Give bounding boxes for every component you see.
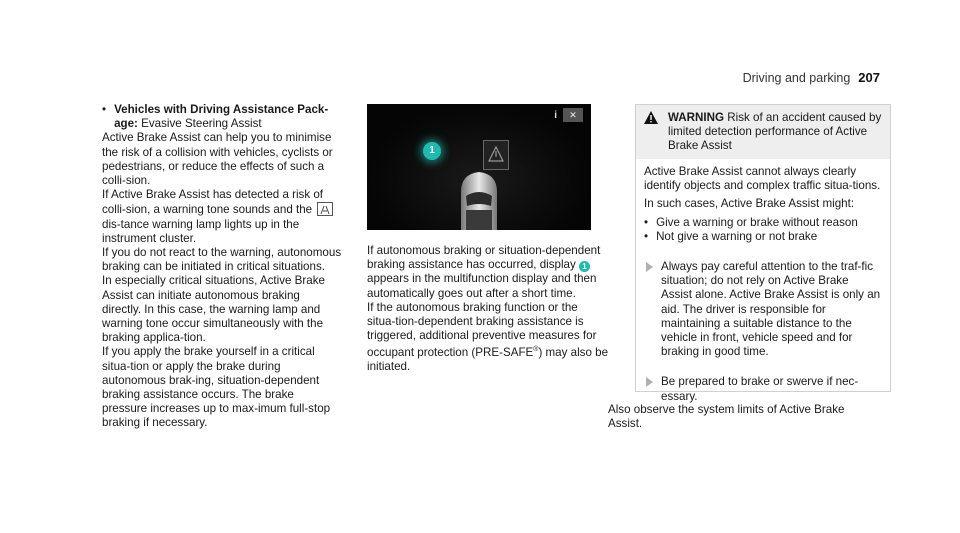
right-column-footer — [608, 403, 878, 431]
bullet-dot: • — [644, 215, 649, 229]
page-number: 207 — [858, 70, 880, 85]
paragraph-text: appears in the multifunction display and then automatically goes out after a short time. — [367, 272, 597, 300]
paragraph — [367, 301, 609, 375]
paragraph-text: dis-tance warning lamp lights up in the instrument cluster. — [102, 217, 300, 245]
bullet-dot: • — [644, 229, 649, 243]
paragraph-text: If autonomous braking or situation-dependent braking assistance has occurred, display — [367, 244, 601, 272]
paragraph: Active Brake Assist cannot always clearly identify objects and complex traffic situa-tions. — [644, 165, 881, 193]
list-item — [644, 230, 882, 244]
car-icon — [447, 162, 511, 230]
paragraph: Also observe the system limits of Active Brake Assist. — [608, 403, 845, 431]
callout-badge: 1 — [579, 261, 590, 272]
paragraph: If you do not react to the warning, autonomous braking can be initiated in critical situations. — [102, 246, 342, 274]
instruction-step — [644, 260, 882, 359]
paragraph: If you apply the brake yourself in a critical situa-tion or apply the brake during autonomous brak-ing, situation-dependent braking assistance occurs. The brake pressure increases up to max-imum full-stop braking if necessary. — [102, 345, 331, 430]
multifunction-display-image — [367, 104, 591, 230]
info-icon: i — [554, 109, 557, 121]
paragraph-text: ) may also be initiated. — [367, 346, 609, 374]
section-title: Driving and parking — [742, 71, 851, 85]
callout-badge: 1 — [423, 142, 441, 160]
paragraph-text: If Active Brake Assist has detected a risk of colli-sion, a warning tone sounds and the — [102, 188, 324, 217]
display-topbar — [554, 108, 583, 122]
warning-header — [636, 105, 890, 159]
distance-warning-lamp-icon — [317, 202, 333, 216]
bullet-title: Vehicles with Driving Assistance Pack-age: — [114, 103, 329, 131]
step-text: Always pay careful attention to the traf-fic situation; do not rely on Active Brake Assist alone. Active Brake Assist is only an aid. The driver is responsible for maintaining a suitable distance to the vehicle in front, vehicle speed and for braking in good time. — [661, 260, 881, 359]
step-arrow-icon — [646, 262, 653, 272]
middle-column — [367, 244, 609, 375]
list-item — [644, 216, 882, 230]
bullet-dot: • — [102, 103, 107, 116]
paragraph: Active Brake Assist can help you to minimise the risk of a collision with vehicles, cyclists or pedestrians, or reduce the effects of such a colli-sion. — [102, 131, 333, 188]
warning-body — [636, 159, 890, 404]
step-text: Be prepared to brake or swerve if nec-essary. — [661, 375, 859, 403]
page-header — [743, 70, 880, 85]
list-item-text: Not give a warning or not brake — [656, 229, 818, 243]
list-item-text: Give a warning or brake without reason — [656, 215, 858, 229]
paragraph — [367, 244, 609, 301]
warning-title: Risk of an accident caused by limited detection performance of Active Brake Assist — [668, 111, 882, 152]
close-icon: ✕ — [563, 108, 583, 122]
registered-mark: ® — [533, 346, 539, 354]
paragraph — [102, 188, 342, 246]
instruction-step — [644, 375, 882, 403]
step-arrow-icon — [646, 377, 653, 387]
paragraph: In especially critical situations, Active Brake Assist can initiate autonomous braking directly. In this case, the warning lamp and warning tone occur simultaneously with the braking applica-tion. — [102, 274, 325, 345]
warning-box — [635, 104, 891, 403]
warning-triangle-icon — [644, 111, 658, 124]
list-item — [102, 103, 342, 131]
left-column — [102, 103, 342, 431]
paragraph-text: If the autonomous braking function or the situa-tion-dependent braking assistance is triggered, additional preventive measures for occupant protection (PRE-SAFE — [367, 300, 597, 360]
warning-label: WARNING — [668, 111, 725, 124]
paragraph: In such cases, Active Brake Assist might: — [644, 197, 855, 211]
bullet-text: Evasive Steering Assist — [137, 117, 262, 131]
